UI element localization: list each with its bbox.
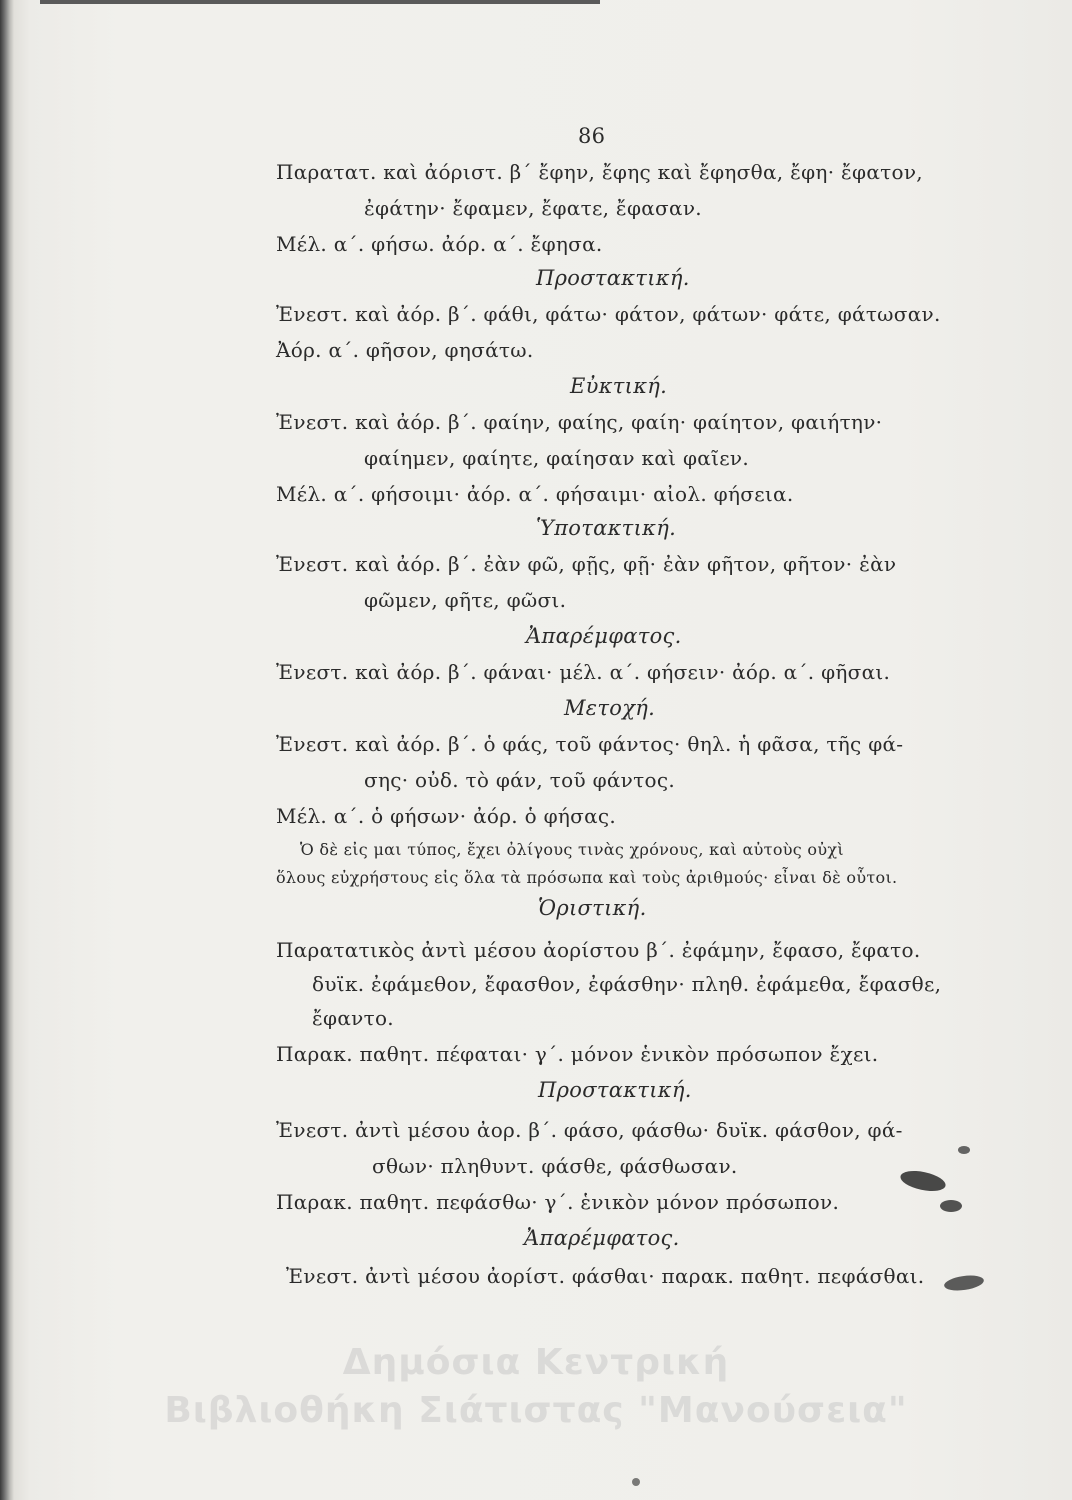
text-line: σης· οὐδ. τὸ φάν, τοῦ φάντος. <box>364 768 676 792</box>
ink-smudge <box>943 1273 985 1292</box>
text-line: φῶμεν, φῆτε, φῶσι. <box>364 588 567 612</box>
ink-smudge <box>899 1167 948 1194</box>
section-heading: Εὐκτική. <box>570 374 668 398</box>
text-line: Ἐνεστ. ἀντὶ μέσου ἀορ. β΄. φάσο, φάσθω· δυϊκ. φάσθον, φά- <box>276 1118 903 1142</box>
text-line: Παρατατ. καὶ ἀόριστ. β΄ ἔφην, ἔφης καὶ ἔφησθα, ἔφη· ἔφατον, <box>276 160 923 184</box>
text-line: Παρακ. παθητ. πέφαται· γ΄. μόνον ἑνικὸν πρόσωπον ἔχει. <box>276 1042 879 1066</box>
text-line: ἐφάτην· ἔφαμεν, ἔφατε, ἔφασαν. <box>364 196 702 220</box>
section-heading: Προστακτική. <box>536 266 690 290</box>
text-line: Ἐνεστ. καὶ ἀόρ. β΄. ἐὰν φῶ, φῇς, φῇ· ἐὰν φῆτον, φῆτον· ἐὰν <box>276 552 897 576</box>
ink-smudge <box>632 1478 640 1486</box>
text-line: Ἐνεστ. καὶ ἀόρ. β΄. φαίην, φαίης, φαίη· φαίητον, φαιήτην· <box>276 410 883 434</box>
text-line: Ὁ δὲ εἰς μαι τύπος, ἔχει ὀλίγους τινὰς χρόνους, καὶ αὐτοὺς οὐχὶ <box>300 840 844 859</box>
section-heading: Προστακτική. <box>538 1078 692 1102</box>
text-line: Μέλ. α΄. φήσω. ἀόρ. α΄. ἔφησα. <box>276 232 603 256</box>
ink-smudge <box>958 1146 970 1154</box>
text-line: Παρακ. παθητ. πεφάσθω· γ΄. ἑνικὸν μόνον πρόσωπον. <box>276 1190 840 1214</box>
text-line: Μέλ. α΄. ὁ φήσων· ἀόρ. ὁ φήσας. <box>276 804 617 828</box>
text-line: Ἀόρ. α΄. φῆσον, φησάτω. <box>276 338 534 362</box>
text-line: φαίημεν, φαίητε, φαίησαν καὶ φαῖεν. <box>364 446 749 470</box>
library-watermark-line-1: Δημόσια Κεντρική <box>342 1342 730 1383</box>
text-line: Παρατατικὸς ἀντὶ μέσου ἀορίστου β΄. ἐφάμην, ἔφασο, ἔφατο. <box>276 938 921 962</box>
text-line: Ἐνεστ. καὶ ἀόρ. β΄. φάθι, φάτω· φάτον, φάτων· φάτε, φάτωσαν. <box>276 302 941 326</box>
section-heading: Ἀπαρέμφατος. <box>524 1226 680 1250</box>
text-line: σθων· πληθυντ. φάσθε, φάσθωσαν. <box>372 1154 738 1178</box>
top-scan-border <box>40 0 600 4</box>
text-line: Μέλ. α΄. φήσοιμι· ἀόρ. α΄. φήσαιμι· αἰολ. φήσεια. <box>276 482 794 506</box>
text-line: δυϊκ. ἐφάμεθον, ἔφασθον, ἐφάσθην· πληθ. ἐφάμεθα, ἔφασθε, <box>312 972 942 996</box>
page-number: 86 <box>578 124 606 148</box>
text-line: ἔφαντο. <box>312 1006 394 1030</box>
section-heading: Ὑποτακτική. <box>536 516 677 540</box>
text-line: Ἐνεστ. καὶ ἀόρ. β΄. ὁ φάς, τοῦ φάντος· θηλ. ἡ φᾶσα, τῆς φά- <box>276 732 904 756</box>
text-line: ὅλους εὐχρήστους εἰς ὅλα τὰ πρόσωπα καὶ τοὺς ἀριθμούς· εἶναι δὲ οὗτοι. <box>276 868 898 887</box>
page-edge-shadow <box>0 0 14 1500</box>
section-heading: Μετοχή. <box>564 696 656 720</box>
text-line: Ἐνεστ. καὶ ἀόρ. β΄. φάναι· μέλ. α΄. φήσειν· ἀόρ. α΄. φῆσαι. <box>276 660 891 684</box>
section-heading: Ἀπαρέμφατος. <box>526 624 682 648</box>
text-line: Ἐνεστ. ἀντὶ μέσου ἀορίστ. φάσθαι· παρακ. παθητ. πεφάσθαι. <box>286 1264 925 1288</box>
section-heading: Ὁριστική. <box>538 896 647 920</box>
library-watermark-line-2: Βιβλιοθήκη Σιάτιστας "Μανούσεια" <box>164 1390 908 1431</box>
ink-smudge <box>940 1200 962 1212</box>
